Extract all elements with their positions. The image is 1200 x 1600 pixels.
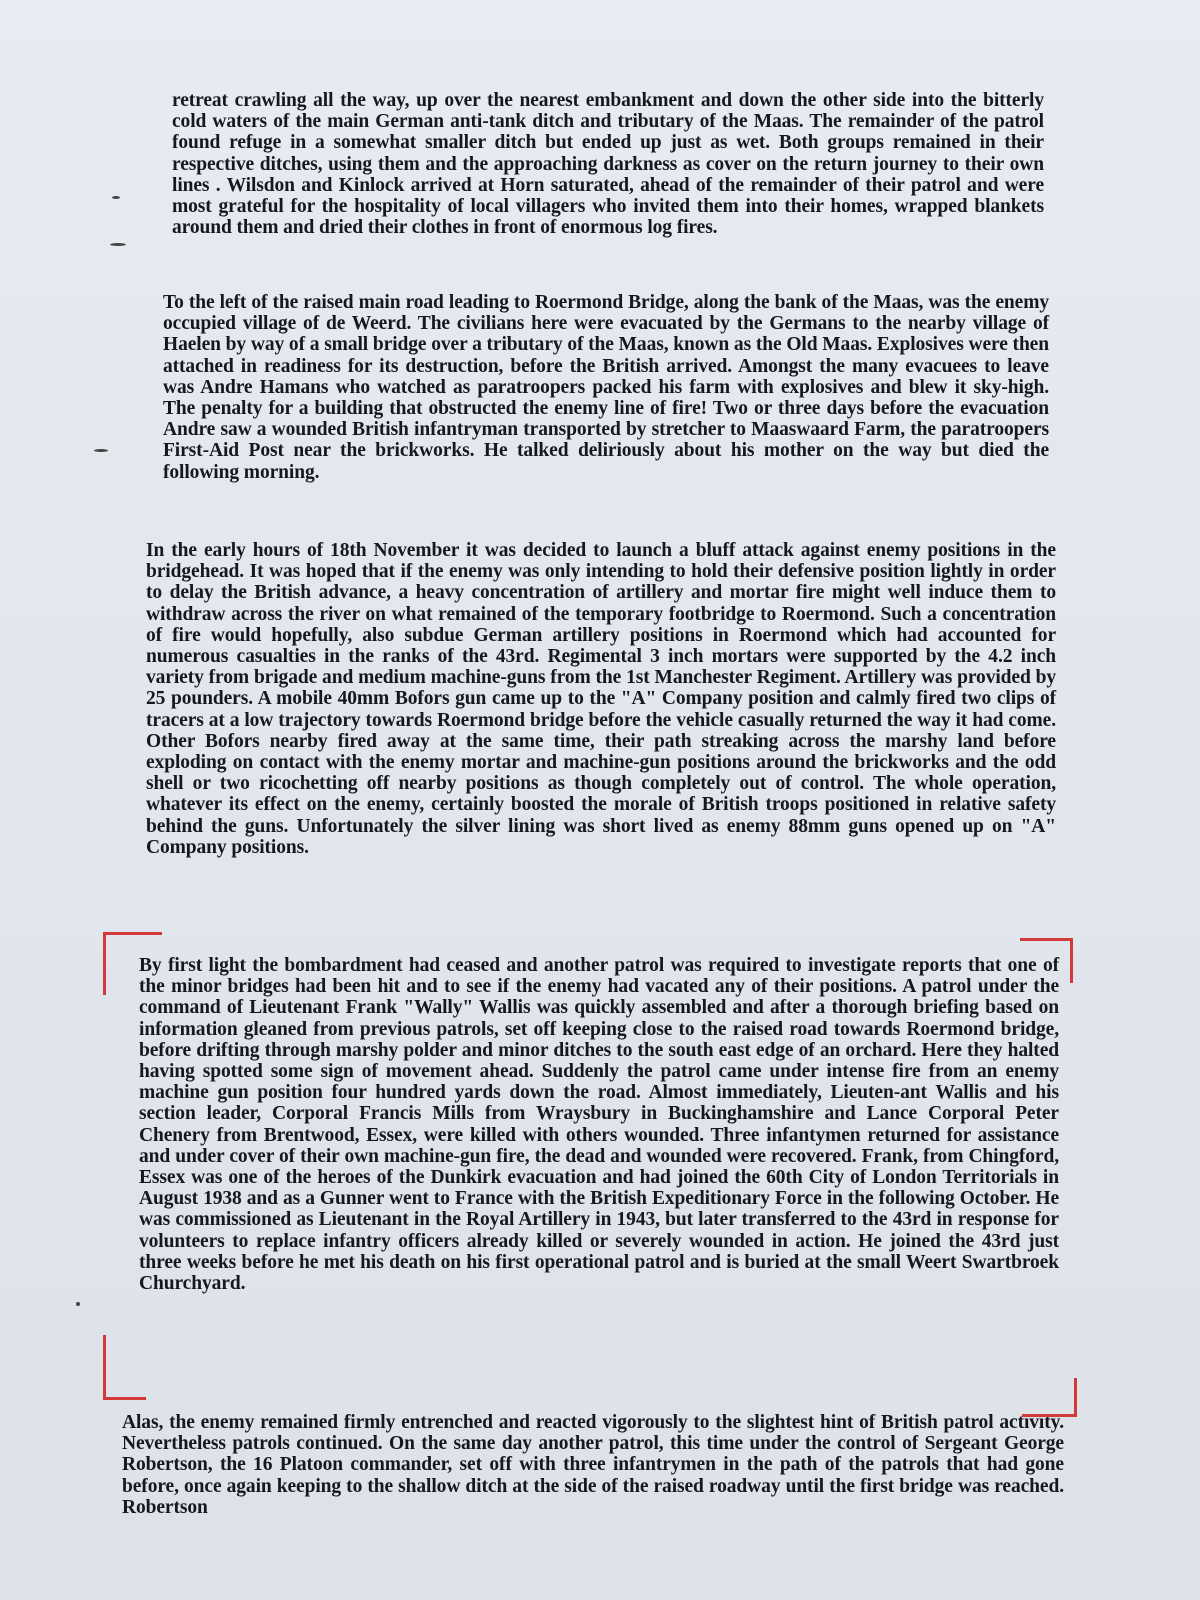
red-bracket-bottom-right [1022, 1378, 1077, 1417]
red-bracket-bottom-left [103, 1335, 146, 1400]
paragraph-de-weerd: To the left of the raised main road leading to Roermond Bridge, along the bank of the Maas, was the enemy occupied village of de Weerd. The civilians here were evacuated by the Germans to the nearby village of Haelen by way of a small bridge over a tributary of the Maas, known as the Old Maas. Explosives were then attached in readiness for its destruction, before the British arrived. Amongst the many evacuees to leave was Andre Hamans who watched as paratroopers packed his farm with explosives and blew it sky-high. The penalty for a building that obstructed the enemy line of fire! Two or three days before the evacuation Andre saw a wounded British infantryman transported by stretcher to Maaswaard Farm, the paratroopers First-Aid Post near the brickworks. He talked deliriously about his mother on the way but died the following morning. [163, 292, 1049, 483]
margin-mark [76, 1302, 80, 1306]
paragraph-retreat: retreat crawling all the way, up over the nearest embankment and down the other side into the bitterly cold waters of the main German anti-tank ditch and tributary of the Maas. The remainder of the patrol found refuge in a somewhat smaller ditch but ended up just as wet. Both groups remained in their respective ditches, using them and the approaching darkness as cover on the return journey to their own lines . Wilsdon and Kinlock arrived at Horn saturated, ahead of the remainder of their patrol and were most grateful for the hospitality of local villagers who invited them into their homes, wrapped blankets around them and dried their clothes in front of enormous log fires. [172, 90, 1044, 239]
margin-mark [94, 449, 108, 452]
paragraph-wallis-patrol: By first light the bombardment had ceased and another patrol was required to investigate reports that one of the minor bridges had been hit and to see if the enemy had vacated any of their positions. A patrol under the command of Lieutenant Frank "Wally" Wallis was quickly assembled and after a thorough briefing based on information gleaned from previous patrols, set off keeping close to the raised road towards Roermond bridge, before drifting through marshy polder and minor ditches to the south east edge of an orchard. Here they halted having spotted some sign of movement ahead. Suddenly the patrol came under intense fire from an enemy machine gun position four hundred yards down the road. Almost immediately, Lieuten-ant Wallis and his section leader, Corporal Francis Mills from Wraysbury in Buckinghamshire and Lance Corporal Peter Chenery from Brentwood, Essex, were killed with others wounded. Three infantymen returned for assistance and under cover of their own machine-gun fire, the dead and wounded were recovered. Frank, from Chingford, Essex was one of the heroes of the Dunkirk evacuation and had joined the 60th City of London Territorials in August 1938 and as a Gunner went to France with the British Expeditionary Force in the following October. He was commissioned as Lieutenant in the Royal Artillery in 1943, but later transferred to the 43rd in response for volunteers to replace infantry officers already killed or severely wounded in action. He joined the 43rd just three weeks before he met his death on his first operational patrol and is buried at the small Weert Swartbroek Churchyard. [139, 955, 1059, 1295]
red-bracket-top-right [1020, 938, 1073, 983]
red-bracket-top-left [103, 932, 162, 995]
margin-mark [112, 196, 120, 199]
paragraph-bluff-attack: In the early hours of 18th November it was decided to launch a bluff attack against enemy positions in the bridgehead. It was hoped that if the enemy was only intending to hold their defensive position lightly in order to delay the British advance, a heavy concentration of artillery and mortar fire might well induce them to withdraw across the river on what remained of the temporary footbridge to Roermond. Such a concentration of fire would hopefully, also subdue German artillery positions in Roermond which had accounted for numerous casualties in the ranks of the 43rd. Regimental 3 inch mortars were supported by the 4.2 inch variety from brigade and medium machine-guns from the 1st Manchester Regiment. Artillery was provided by 25 pounders. A mobile 40mm Bofors gun came up to the "A" Company position and calmly fired two clips of tracers at a low trajectory towards Roermond bridge before the vehicle casually returned the way it had come. Other Bofors nearby fired away at the same time, their path streaking across the marshy land before exploding on contact with the enemy mortar and machine-gun positions around the brickworks and the odd shell or two ricochetting off nearby positions as though completely out of control. The whole operation, whatever its effect on the enemy, certainly boosted the morale of British troops positioned in relative safety behind the guns. Unfortunately the silver lining was short lived as enemy 88mm guns opened up on "A" Company positions. [146, 540, 1056, 858]
paragraph-robertson-patrol: Alas, the enemy remained firmly entrenched and reacted vigorously to the slightest hint of British patrol activity. Nevertheless patrols continued. On the same day another patrol, this time under the control of Sergeant George Robertson, the 16 Platoon commander, set off with three infantrymen in the path of the patrols that had gone before, once again keeping to the shallow ditch at the side of the raised roadway until the first bridge was reached. Robertson [122, 1412, 1064, 1518]
margin-mark [110, 243, 126, 246]
